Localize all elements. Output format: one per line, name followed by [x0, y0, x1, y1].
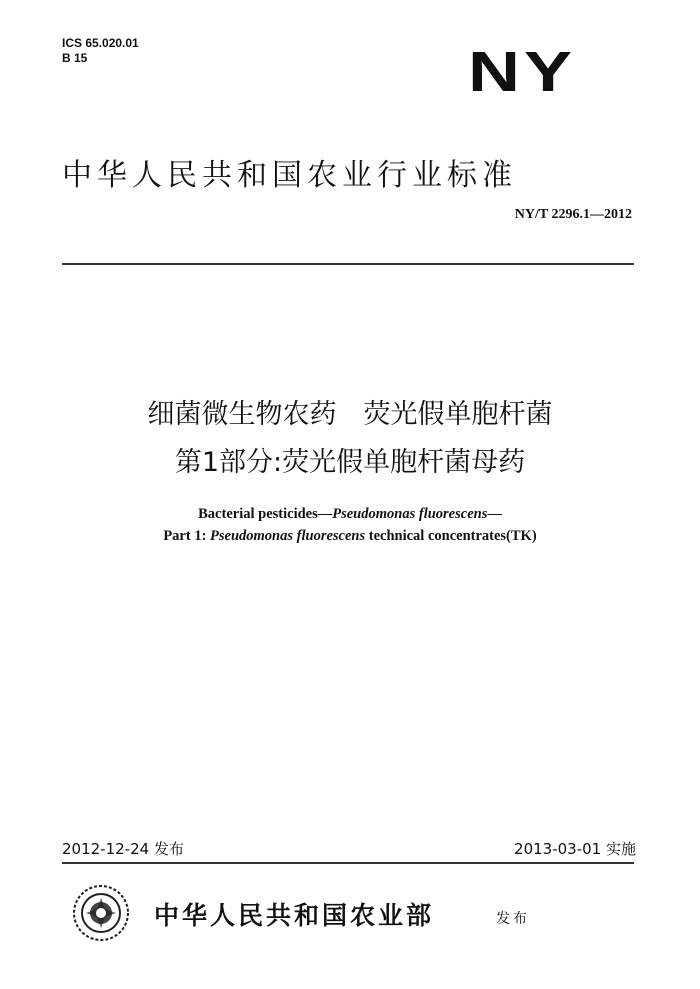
title-zh-line2: 第1部分:荧光假单胞杆菌母药: [174, 447, 526, 478]
ny-logo: NY: [468, 40, 577, 104]
issuer-name: 中华人民共和国农业部: [154, 901, 435, 930]
publish-date: 2012-12-24 发布: [62, 840, 184, 858]
ministry-seal-icon: [72, 884, 130, 942]
title-en-species: Pseudomonas fluorescens: [332, 506, 488, 522]
title-en-line2: [0, 528, 700, 545]
top-divider: [62, 263, 634, 265]
ics-line: ICS 65.020.01: [62, 36, 139, 50]
issue-label: 发布: [496, 911, 530, 927]
title-en-product: technical concentrates(TK): [365, 528, 537, 544]
classification-line: B 15: [62, 51, 88, 65]
title-en-text: Bacterial pesticides—: [198, 506, 333, 522]
title-en-line1: [0, 506, 700, 523]
standard-category: 中华人民共和国农业行业标准: [62, 158, 517, 193]
bottom-divider: [62, 862, 634, 864]
title-en-species: Pseudomonas fluorescens: [210, 528, 366, 544]
title-en-dash: —: [487, 506, 502, 522]
title-zh-line1: 细菌微生物农药 荧光假单胞杆菌: [147, 399, 553, 430]
implement-date: 2013-03-01 实施: [514, 840, 636, 858]
standard-number: NY/T 2296.1—2012: [514, 207, 632, 222]
title-en-part: Part 1:: [163, 528, 211, 544]
ics-code: [62, 36, 139, 66]
